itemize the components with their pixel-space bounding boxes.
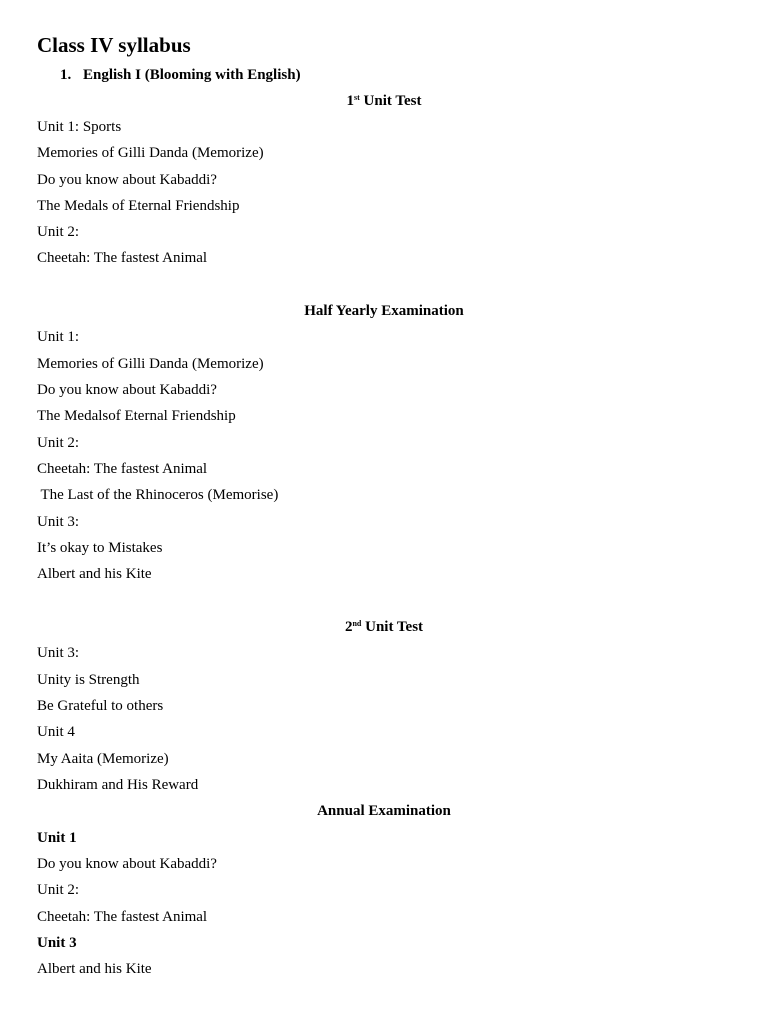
heading-superscript: st xyxy=(354,93,360,102)
list-item: Be Grateful to others xyxy=(37,698,164,714)
list-item: Do you know about Kabaddi? xyxy=(37,382,217,398)
list-item: My Aaita (Memorize) xyxy=(37,751,169,767)
list-item: Memories of Gilli Danda (Memorize) xyxy=(37,356,264,372)
list-item: Memories of Gilli Danda (Memorize) xyxy=(37,145,264,161)
heading-superscript: nd xyxy=(352,619,362,628)
list-item: Unit 2: xyxy=(37,435,80,451)
section-heading-unit-test-2 xyxy=(0,619,768,636)
list-item: The Medalsof Eternal Friendship xyxy=(37,408,236,424)
list-item: Unit 2: xyxy=(37,224,80,240)
list-item: Unit 2: xyxy=(37,882,80,898)
list-item: Unit 1 xyxy=(37,830,77,846)
section-heading-unit-test-1 xyxy=(0,93,768,110)
page-title: Class IV syllabus xyxy=(37,33,191,57)
section-heading-half-yearly: Half Yearly Examination xyxy=(304,303,464,319)
list-item: Unit 3 xyxy=(37,935,77,951)
list-item: Unit 1: Sports xyxy=(37,119,122,135)
list-item: Albert and his Kite xyxy=(37,566,152,582)
heading-text: Unit Test xyxy=(359,93,422,109)
section-heading-annual: Annual Examination xyxy=(317,803,451,819)
list-item: Unit 3: xyxy=(37,645,80,661)
list-item: Cheetah: The fastest Animal xyxy=(37,250,208,266)
list-item: The Medals of Eternal Friendship xyxy=(37,198,240,214)
subject-heading xyxy=(60,67,301,84)
heading-text: Unit Test xyxy=(361,619,424,635)
list-item: Do you know about Kabaddi? xyxy=(37,856,217,872)
list-item: Dukhiram and His Reward xyxy=(37,777,199,793)
list-item: Do you know about Kabaddi? xyxy=(37,172,217,188)
list-item: Albert and his Kite xyxy=(37,961,152,977)
list-item: Cheetah: The fastest Animal xyxy=(37,461,208,477)
list-item: Unit 1: xyxy=(37,329,80,345)
subject-number: 1. xyxy=(60,67,72,83)
list-item: Unity is Strength xyxy=(37,672,140,688)
heading-number: 1 xyxy=(346,93,355,109)
subject-name: English I (Blooming with English) xyxy=(83,67,301,83)
heading-number: 2 xyxy=(344,619,353,635)
list-item: It’s okay to Mistakes xyxy=(37,540,163,556)
list-item: Unit 3: xyxy=(37,514,80,530)
list-item: Cheetah: The fastest Animal xyxy=(37,909,208,925)
list-item: Unit 4 xyxy=(37,724,75,740)
list-item: The Last of the Rhinoceros (Memorise) xyxy=(37,487,279,503)
